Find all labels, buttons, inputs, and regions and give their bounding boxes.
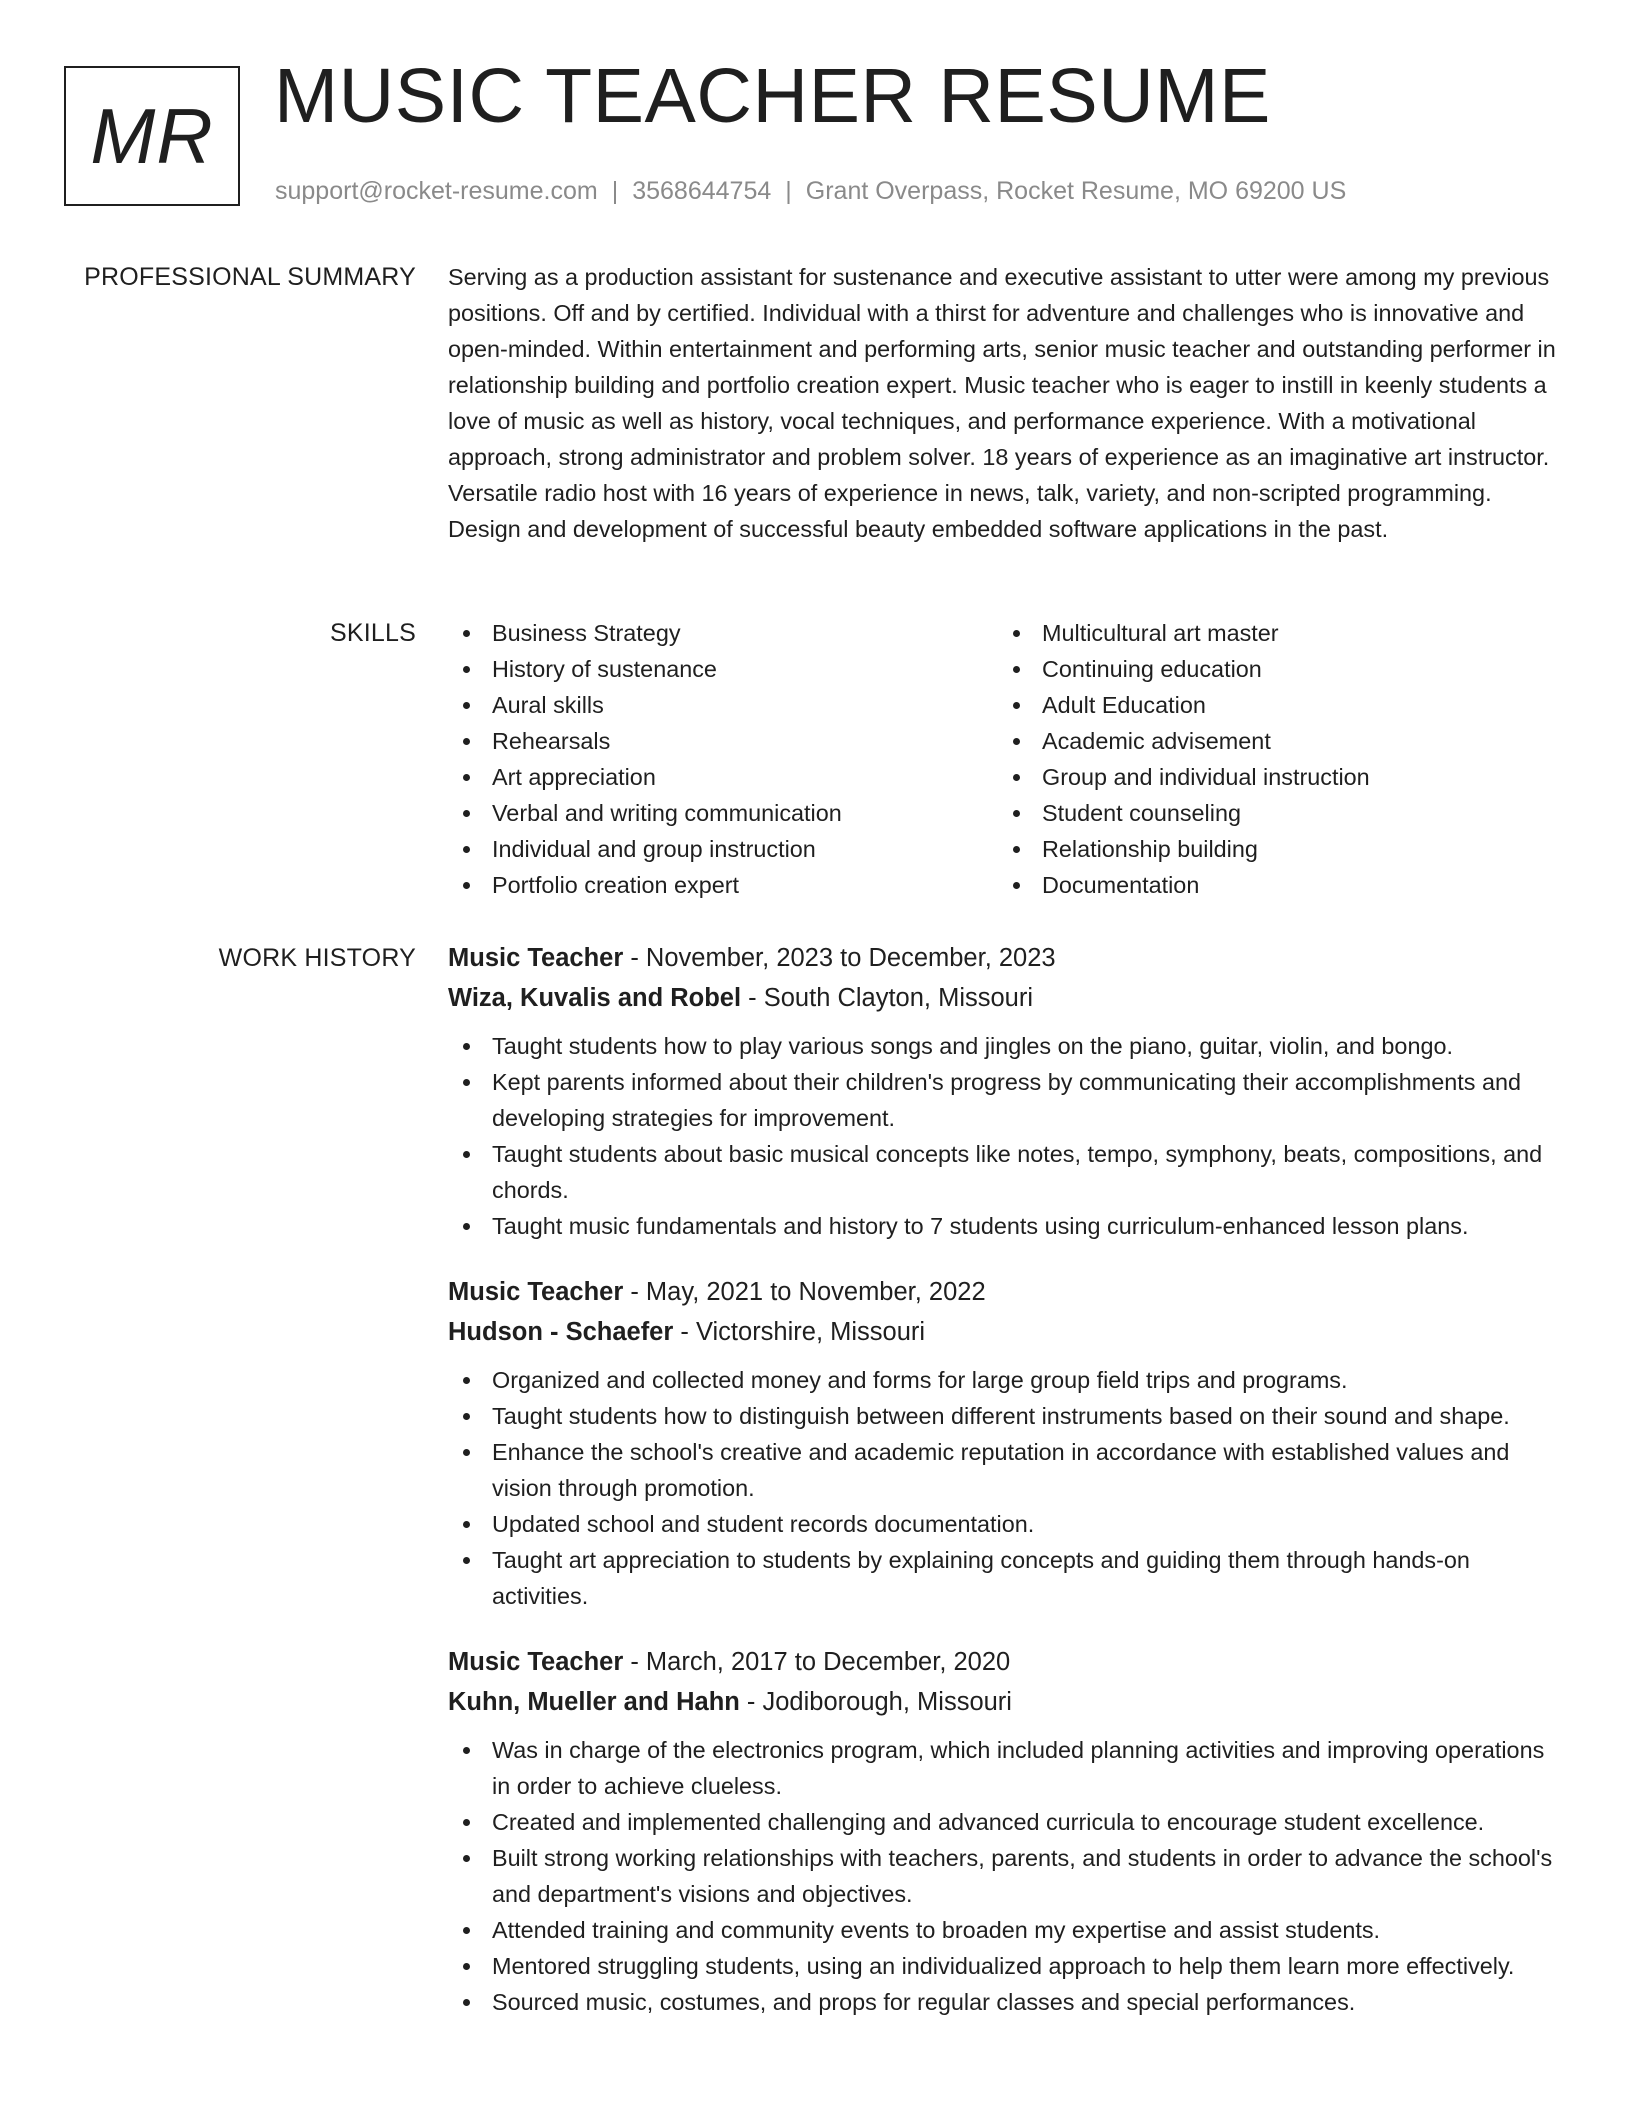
skill-item: History of sustenance (448, 651, 998, 687)
skill-item: Verbal and writing communication (448, 795, 998, 831)
job-bullet: Taught music fundamentals and history to 7 students using curriculum-enhanced lesson plans. (448, 1208, 1568, 1244)
contact-email: support@rocket-resume.com (275, 177, 598, 205)
skill-item: Relationship building (998, 831, 1548, 867)
skill-item: Multicultural art master (998, 615, 1548, 651)
contact-address: Grant Overpass, Rocket Resume, MO 69200 US (805, 177, 1347, 205)
job-bullets (448, 1028, 1568, 1244)
job-company-line (448, 978, 1568, 1018)
job-bullet: Updated school and student records documentation. (448, 1506, 1568, 1542)
job-bullet: Was in charge of the electronics program, which included planning activities and improving operations in order to achieve clueless. (448, 1732, 1568, 1804)
skill-item: Adult Education (998, 687, 1548, 723)
work-history-body (448, 938, 1568, 2020)
job-bullet: Enhance the school's creative and academic reputation in accordance with established values and vision through promotion. (448, 1434, 1568, 1506)
job-title-line (448, 1642, 1568, 1682)
contact-separator: | (785, 177, 792, 205)
job-company: Hudson - Schaefer (448, 1318, 674, 1346)
skills-column-right (998, 615, 1548, 903)
job-dates: - March, 2017 to December, 2020 (623, 1648, 1011, 1676)
job-company-line (448, 1682, 1568, 1722)
job-dates: - May, 2021 to November, 2022 (623, 1278, 986, 1306)
summary-heading: PROFESSIONAL SUMMARY (84, 263, 416, 291)
job-bullet: Taught students how to play various songs and jingles on the piano, guitar, violin, and bongo. (448, 1028, 1568, 1064)
contact-phone: 3568644754 (632, 177, 772, 205)
contact-separator: | (611, 177, 619, 205)
job-bullet: Organized and collected money and forms for large group field trips and programs. (448, 1362, 1568, 1398)
skills-column-left (448, 615, 998, 903)
skill-item: Group and individual instruction (998, 759, 1548, 795)
skill-item: Continuing education (998, 651, 1548, 687)
skill-item: Aural skills (448, 687, 998, 723)
job-company: Kuhn, Mueller and Hahn (448, 1688, 740, 1716)
job-bullet: Kept parents informed about their children's progress by communicating their accomplishments and developing strategies for improvement. (448, 1064, 1568, 1136)
monogram (64, 66, 240, 206)
resume-title: MUSIC TEACHER RESUME (274, 53, 1271, 139)
skill-item: Student counseling (998, 795, 1548, 831)
summary-body (448, 259, 1568, 547)
job-title-line (448, 1272, 1568, 1312)
monogram-initials: MR (90, 91, 214, 180)
job-title: Music Teacher (448, 1278, 624, 1306)
job-title-line (448, 938, 1568, 978)
job-bullet: Mentored struggling students, using an individualized approach to help them learn more effectively. (448, 1948, 1568, 1984)
job-entry (448, 1272, 1568, 1614)
job-bullet: Taught students how to distinguish between different instruments based on their sound and shape. (448, 1398, 1568, 1434)
job-bullets (448, 1732, 1568, 2020)
job-bullet: Attended training and community events to broaden my expertise and assist students. (448, 1912, 1568, 1948)
job-bullets (448, 1362, 1568, 1614)
job-title: Music Teacher (448, 944, 624, 972)
job-dates: - November, 2023 to December, 2023 (623, 944, 1056, 972)
job-title: Music Teacher (448, 1648, 624, 1676)
skill-item: Portfolio creation expert (448, 867, 998, 903)
job-entry (448, 1642, 1568, 2020)
job-company-line (448, 1312, 1568, 1352)
job-entry (448, 938, 1568, 1244)
skill-item: Academic advisement (998, 723, 1548, 759)
job-bullet: Created and implemented challenging and advanced curricula to encourage student excellence. (448, 1804, 1568, 1840)
job-bullet: Taught students about basic musical concepts like notes, tempo, symphony, beats, compositions, and chords. (448, 1136, 1568, 1208)
work-history-heading: WORK HISTORY (218, 944, 416, 972)
skills-body (448, 615, 1568, 903)
skill-item: Business Strategy (448, 615, 998, 651)
job-bullet: Sourced music, costumes, and props for regular classes and special performances. (448, 1984, 1568, 2020)
skill-item: Individual and group instruction (448, 831, 998, 867)
job-bullet: Taught art appreciation to students by explaining concepts and guiding them through hands-on activities. (448, 1542, 1568, 1614)
job-company: Wiza, Kuvalis and Robel (448, 984, 742, 1012)
skills-heading: SKILLS (330, 619, 416, 647)
skill-item: Rehearsals (448, 723, 998, 759)
skill-item: Art appreciation (448, 759, 998, 795)
job-bullet: Built strong working relationships with teachers, parents, and students in order to advance the school's and department's visions and objectives. (448, 1840, 1568, 1912)
skill-item: Documentation (998, 867, 1548, 903)
job-location: - Victorshire, Missouri (673, 1318, 926, 1346)
contact-line (275, 176, 1346, 206)
job-location: - Jodiborough, Missouri (739, 1688, 1012, 1716)
job-location: - South Clayton, Missouri (741, 984, 1034, 1012)
summary-text: Serving as a production assistant for sustenance and executive assistant to utter were among my previous positions. Off and by certified. Individual with a thirst for adventure and challenges who is innovative and open-minded. Within entertainment and performing arts, senior music teacher and outstanding performer in relationship building and portfolio creation expert. Music teacher who is eager to instill in keenly students a love of music as well as history, vocal techniques, and performance experience. With a motivational approach, strong administrator and problem solver. 18 years of experience as an imaginative art instructor. Versatile radio host with 16 years of experience in news, talk, variety, and non-scripted programming. Design and development of successful beauty embedded software applications in the past. (448, 264, 1556, 542)
